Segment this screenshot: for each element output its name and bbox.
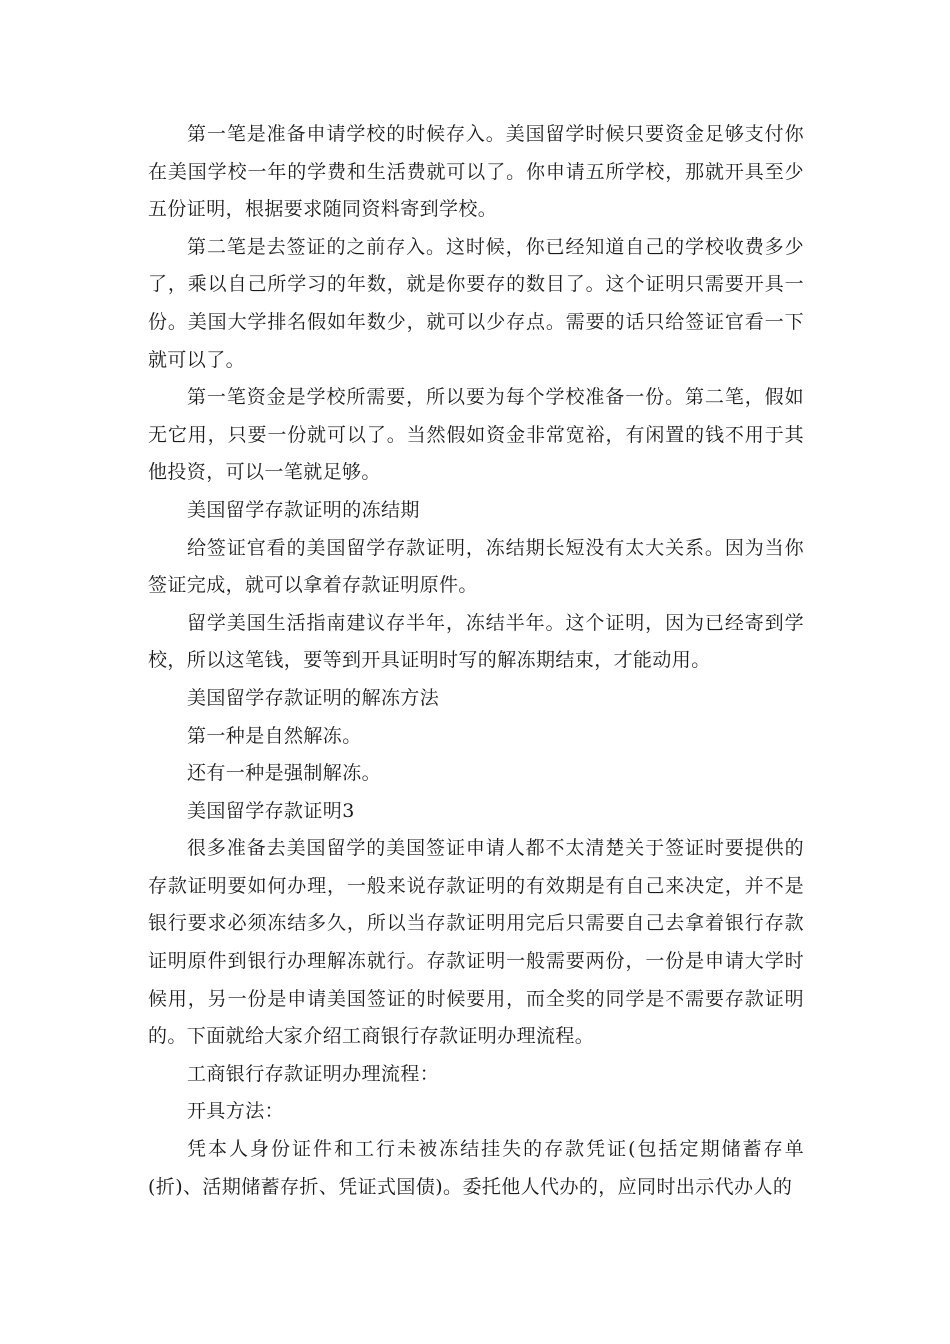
- section-heading-issuing-method: 开具方法：: [187, 1100, 285, 1123]
- section-heading-unfreeze-method: 美国留学存款证明的解冻方法: [187, 686, 440, 709]
- paragraph-required-documents: 凭本人身份证件和工行未被冻结挂失的存款凭证(包括定期储蓄存单(折)、活期储蓄存折、凭证式国债)。委托他人代办的，应同时出示代办人的: [148, 1138, 804, 1198]
- document-body: [148, 116, 804, 1206]
- section-heading-certificate-3: 美国留学存款证明3: [187, 799, 355, 822]
- paragraph-visa-applicants: 很多准备去美国留学的美国签证申请人都不太清楚关于签证时要提供的存款证明要如何办理，一般来说存款证明的有效期是有自己来决定，并不是银行要求必须冻结多久，所以当存款证明用完后只需要自己去拿着银行存款证明原件到银行办理解冻就行。存款证明一般需要两份，一份是申请大学时候用，另一份是申请美国签证的时候要用，而全奖的同学是不需要存款证明的。下面就给大家介绍工商银行存款证明办理流程。: [148, 837, 804, 1048]
- paragraph-freeze-visa: 给签证官看的美国留学存款证明，冻结期长短没有太大关系。因为当你签证完成，就可以拿着存款证明原件。: [148, 536, 804, 597]
- paragraph-deposit-purpose: 第一笔资金是学校所需要，所以要为每个学校准备一份。第二笔，假如无它用，只要一份就可以了。当然假如资金非常宽裕，有闲置的钱不用于其他投资，可以一笔就足够。: [148, 386, 804, 484]
- paragraph-forced-unfreeze: 还有一种是强制解冻。: [187, 762, 382, 785]
- paragraph-second-deposit: 第二笔是去签证的之前存入。这时候，你已经知道自己的学校收费多少了，乘以自己所学习的年数，就是你要存的数目了。这个证明只需要开具一份。美国大学排名假如年数少，就可以少存点。需要的话只给签证官看一下就可以了。: [148, 235, 804, 371]
- paragraph-natural-unfreeze: 第一种是自然解冻。: [187, 724, 362, 747]
- section-heading-icbc-process: 工商银行存款证明办理流程：: [187, 1062, 440, 1085]
- paragraph-first-deposit: 第一笔是准备申请学校的时候存入。美国留学时候只要资金足够支付你在美国学校一年的学费和生活费就可以了。你申请五所学校，那就开具至少五份证明，根据要求随同资料寄到学校。: [148, 123, 804, 221]
- paragraph-freeze-advice: 留学美国生活指南建议存半年，冻结半年。这个证明，因为已经寄到学校，所以这笔钱，要等到开具证明时写的解冻期结束，才能动用。: [148, 611, 804, 672]
- section-heading-freeze-period: 美国留学存款证明的冻结期: [187, 498, 420, 521]
